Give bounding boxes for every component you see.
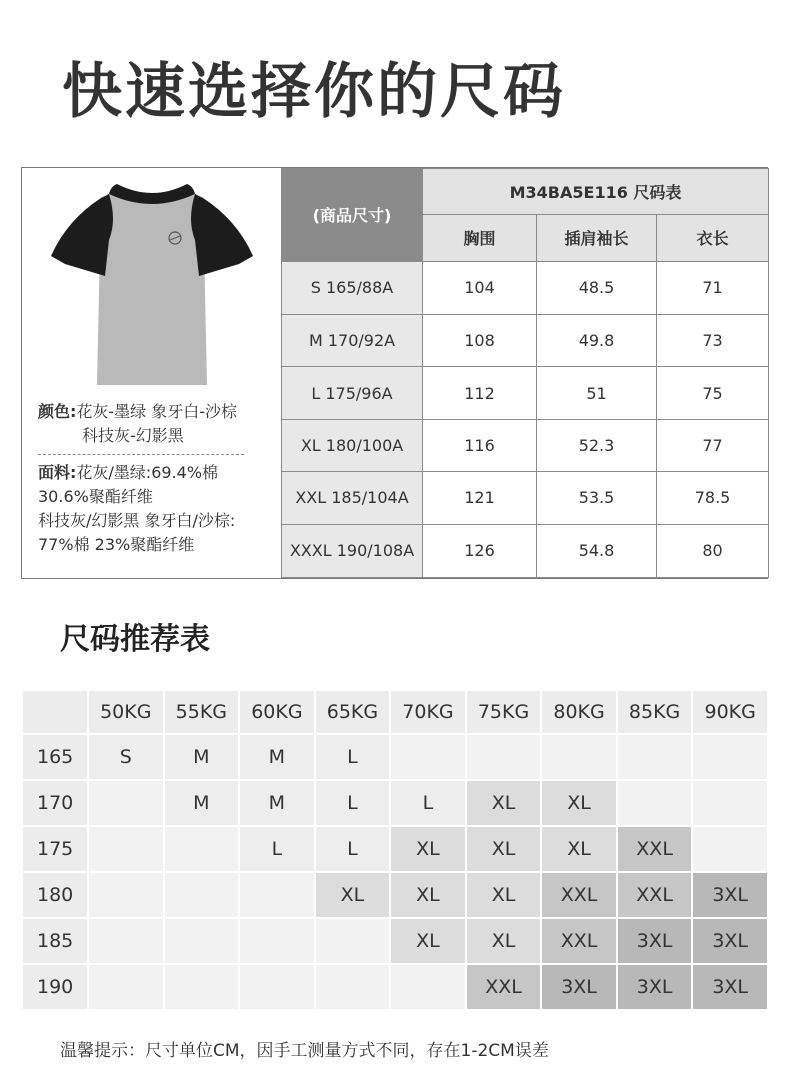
recommend-cell: XXL [467, 965, 541, 1009]
recommend-cell [391, 965, 465, 1009]
height-label: 180 [23, 873, 87, 917]
chest-value: 104 [423, 261, 537, 314]
sleeve-value: 53.5 [537, 472, 657, 524]
size-chart-section [21, 167, 768, 579]
recommend-cell: XL [391, 827, 465, 871]
recommend-cell [618, 781, 692, 825]
height-row [23, 919, 767, 963]
size-label: XXL 185/104A [282, 472, 423, 524]
fabric-line-4: 77%棉 23%聚酯纤维 [38, 535, 195, 554]
color-label: 颜色: [38, 402, 77, 421]
chart-model-title: M34BA5E116 尺码表 [423, 169, 769, 215]
recommend-cell [165, 965, 239, 1009]
product-description [38, 400, 278, 557]
recommend-cell: XL [542, 781, 616, 825]
weight-header: 80KG [542, 691, 616, 733]
recommend-cell: M [240, 735, 314, 779]
weight-header: 65KG [316, 691, 390, 733]
recommend-cell [165, 827, 239, 871]
recommend-cell: XL [467, 919, 541, 963]
recommend-cell [618, 735, 692, 779]
recommend-cell: XL [467, 873, 541, 917]
recommend-cell: 3XL [618, 919, 692, 963]
sleeve-value: 52.3 [537, 419, 657, 471]
recommend-cell [89, 873, 163, 917]
chest-value: 126 [423, 524, 537, 577]
weight-header-row [23, 691, 767, 733]
recommend-cell [240, 919, 314, 963]
color-line-1: 花灰-墨绿 象牙白-沙棕 [76, 402, 238, 421]
weight-header: 75KG [467, 691, 541, 733]
size-label: S 165/88A [282, 261, 423, 314]
height-label: 185 [23, 919, 87, 963]
recommend-cell [693, 735, 767, 779]
size-column-header: (商品尺寸) [282, 169, 423, 262]
recommend-cell: S [89, 735, 163, 779]
length-value: 75 [657, 367, 769, 419]
size-label: M 170/92A [282, 315, 423, 367]
recommend-cell [391, 735, 465, 779]
chest-value: 116 [423, 419, 537, 471]
recommend-cell: L [316, 735, 390, 779]
height-row [23, 735, 767, 779]
recommend-cell: L [316, 781, 390, 825]
recommend-cell [89, 781, 163, 825]
recommend-cell: L [316, 827, 390, 871]
recommend-cell: XL [391, 919, 465, 963]
recommend-cell [693, 827, 767, 871]
recommend-cell: XXL [618, 827, 692, 871]
weight-header: 85KG [618, 691, 692, 733]
fabric-line-3: 科技灰/幻影黑 象牙白/沙棕: [38, 511, 236, 530]
length-value: 71 [657, 261, 769, 314]
column-header-sleeve: 插肩袖长 [537, 215, 657, 261]
recommend-cell [89, 919, 163, 963]
size-chart-table [281, 168, 769, 578]
sleeve-value: 51 [537, 367, 657, 419]
chest-value: 121 [423, 472, 537, 524]
recommend-cell [467, 735, 541, 779]
page-title: 快速选择你的尺码 [62, 57, 566, 127]
recommend-cell: M [165, 735, 239, 779]
recommend-cell [316, 919, 390, 963]
sleeve-value: 49.8 [537, 315, 657, 367]
length-value: 77 [657, 419, 769, 471]
column-header-length: 衣长 [657, 215, 769, 261]
chest-value: 112 [423, 367, 537, 419]
recommend-cell [240, 873, 314, 917]
tshirt-image [47, 180, 257, 390]
recommend-cell: 3XL [618, 965, 692, 1009]
height-row [23, 873, 767, 917]
recommend-cell: 3XL [693, 873, 767, 917]
recommend-cell [693, 781, 767, 825]
height-label: 165 [23, 735, 87, 779]
height-label: 175 [23, 827, 87, 871]
height-row [23, 965, 767, 1009]
recommend-cell [542, 735, 616, 779]
length-value: 73 [657, 315, 769, 367]
size-recommend-table [21, 689, 769, 1011]
product-panel [21, 168, 281, 578]
height-row [23, 827, 767, 871]
height-label: 190 [23, 965, 87, 1009]
recommend-cell: XL [316, 873, 390, 917]
recommend-cell: XL [542, 827, 616, 871]
height-label: 170 [23, 781, 87, 825]
recommend-cell: XL [391, 873, 465, 917]
recommend-cell [165, 873, 239, 917]
size-label: XL 180/100A [282, 419, 423, 471]
recommend-cell: XL [467, 781, 541, 825]
divider [38, 454, 244, 455]
recommend-cell [240, 965, 314, 1009]
weight-header: 60KG [240, 691, 314, 733]
recommend-title: 尺码推荐表 [60, 622, 210, 657]
weight-header: 55KG [165, 691, 239, 733]
recommend-cell: XL [467, 827, 541, 871]
recommend-cell: 3XL [542, 965, 616, 1009]
recommend-cell: M [240, 781, 314, 825]
measurement-note: 温馨提示：尺寸单位CM，因手工测量方式不同，存在1-2CM误差 [60, 1041, 549, 1061]
chest-value: 108 [423, 315, 537, 367]
recommend-cell: M [165, 781, 239, 825]
weight-header: 50KG [89, 691, 163, 733]
sleeve-value: 48.5 [537, 261, 657, 314]
column-header-chest: 胸围 [423, 215, 537, 261]
color-line-2: 科技灰-幻影黑 [82, 426, 184, 445]
recommend-cell: XXL [542, 919, 616, 963]
weight-header: 90KG [693, 691, 767, 733]
sleeve-value: 54.8 [537, 524, 657, 577]
corner-cell [23, 691, 87, 733]
recommend-cell [165, 919, 239, 963]
size-label: XXXL 190/108A [282, 524, 423, 577]
recommend-cell [89, 827, 163, 871]
fabric-label: 面料: [38, 463, 77, 482]
recommend-cell: 3XL [693, 965, 767, 1009]
recommend-cell: L [240, 827, 314, 871]
recommend-cell: L [391, 781, 465, 825]
height-row [23, 781, 767, 825]
recommend-cell [89, 965, 163, 1009]
fabric-line-1: 花灰/墨绿:69.4%棉 [76, 463, 219, 482]
length-value: 80 [657, 524, 769, 577]
recommend-cell: XXL [618, 873, 692, 917]
weight-header: 70KG [391, 691, 465, 733]
recommend-cell: 3XL [693, 919, 767, 963]
recommend-cell [316, 965, 390, 1009]
size-label: L 175/96A [282, 367, 423, 419]
fabric-line-2: 30.6%聚酯纤维 [38, 487, 153, 506]
recommend-cell: XXL [542, 873, 616, 917]
length-value: 78.5 [657, 472, 769, 524]
